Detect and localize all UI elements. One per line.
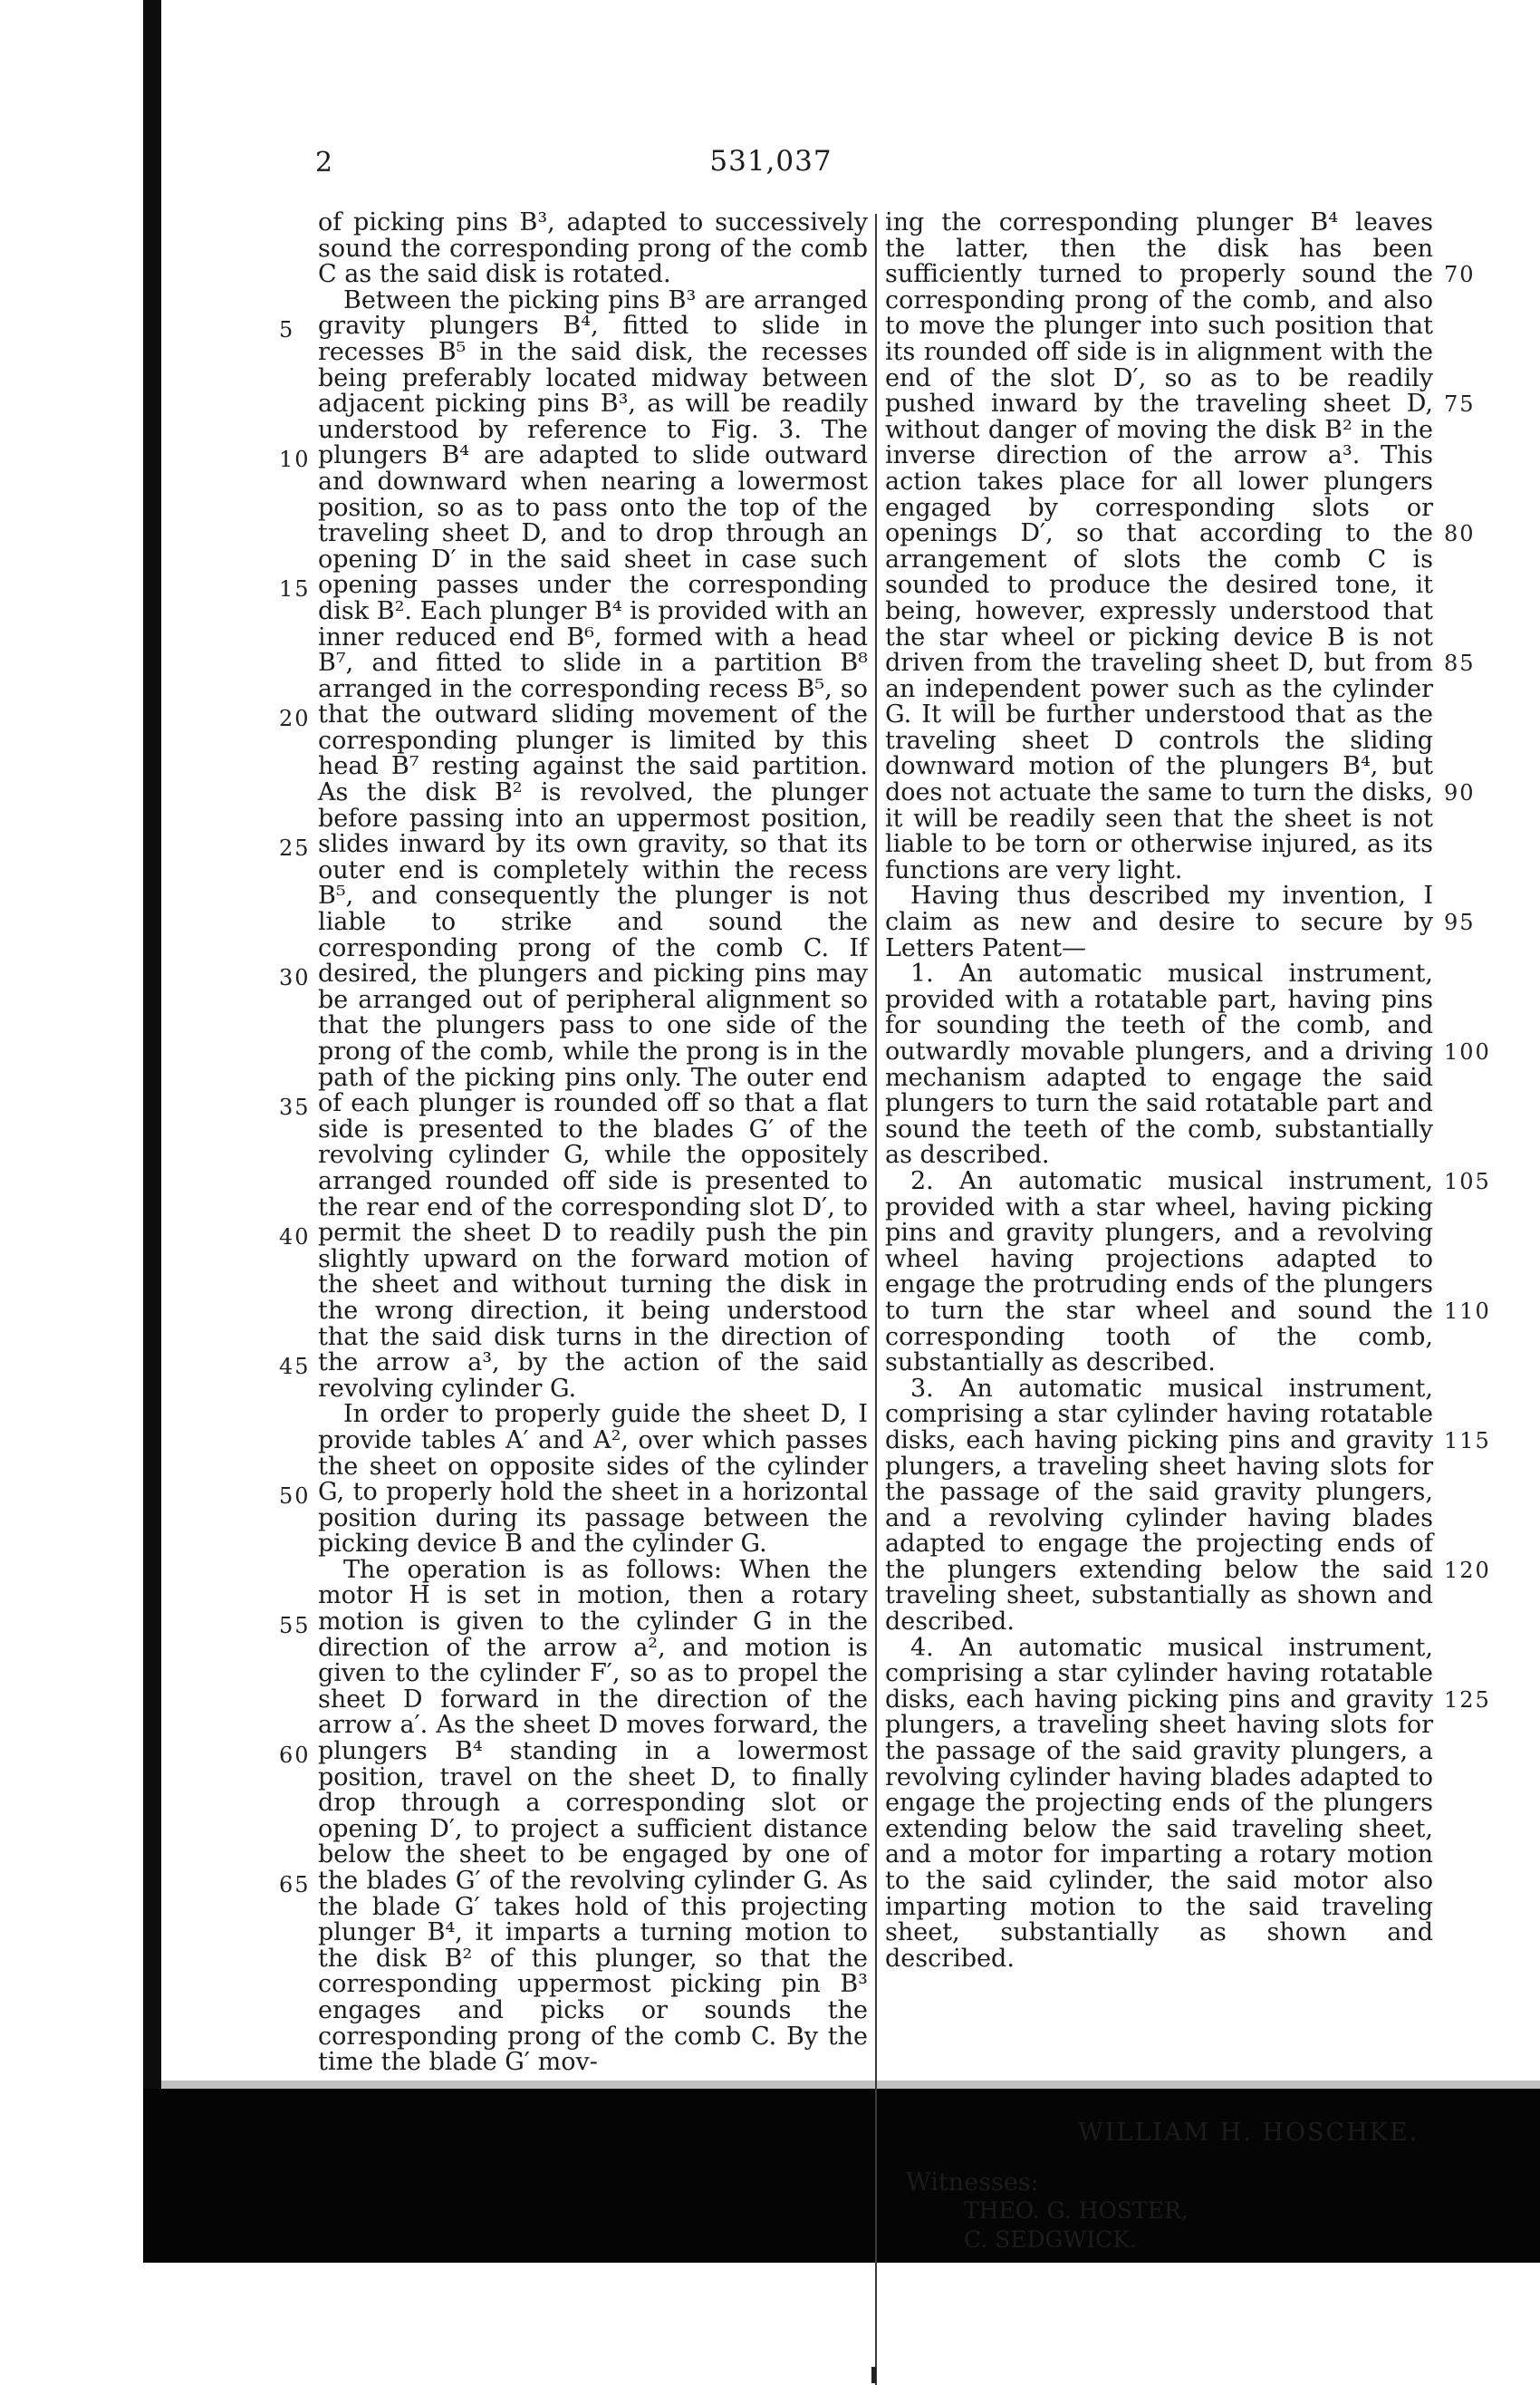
line-number: 55 xyxy=(279,1613,311,1638)
line-number: 45 xyxy=(279,1354,311,1379)
line-number: 120 xyxy=(1444,1558,1491,1583)
line-number: 35 xyxy=(279,1095,311,1120)
inventor-signature: WILLIAM H. HOSCHKE. xyxy=(1078,2119,1420,2147)
line-number: 15 xyxy=(279,576,311,602)
line-number: 100 xyxy=(1444,1039,1491,1065)
paragraph: In order to properly guide the sheet D, I provide tables A′ and A², over which passes the sheet on opposite sides of the cylinder G, to properly hold the sheet in a horizontal position during its passage between the picking device B and the cylinder G. xyxy=(318,1400,868,1559)
line-number: 60 xyxy=(279,1743,311,1768)
line-number: 75 xyxy=(1444,391,1476,417)
paragraph: of picking pins B³, adapted to successively sound the corresponding prong of the comb C as the said disk is rotated. xyxy=(318,208,868,289)
scan-border-left xyxy=(143,0,161,2120)
column-divider xyxy=(875,214,877,2385)
claim: 1. An automatic musical instrument, provided with a rotatable part, having pins for sounding the teeth of the comb, and outwardly movable plungers, and a driving mechanism adapted to engage the said plungers to turn the said rotatable part and sound the teeth of the comb, substantially as described. xyxy=(885,960,1433,1170)
paragraph: Between the picking pins B³ are arranged gravity plungers B⁴, fitted to slide in recesses B⁵ in the said disk, the recesses being preferably located midway between adjacent picking pins B³, as will be readily understood by reference to Fig. 3. The plungers B⁴ are adapted to slide outward and downward when nearing a lowermost position, so as to pass onto the top of the traveling sheet D, and to drop through an opening D′ in the said sheet in case such opening passes under the corresponding disk B². Each plunger B⁴ is provided with an inner reduced end B⁶, formed with a head B⁷, and fitted to slide in a partition B⁸ arranged in the corresponding recess B⁵, so that the outward sliding movement of the corresponding plunger is limited by this head B⁷ resting against the said partition. As the disk B² is revolved, the plunger before passing into an uppermost position, slides inward by its own gravity, so that its outer end is completely within the recess B⁵, and consequently the plunger is not liable to strike and sound the corresponding prong of the comb C. If desired, the plungers and picking pins may be arranged out of peripheral alignment so that the plungers pass to one side of the prong of the comb, while the prong is in the path of the picking pins only. The outer end of each plunger is rounded off so that a flat side is presented to the blades G′ of the revolving cylinder G, while the oppositely arranged rounded off side is presented to the rear end of the corresponding slot D′, to permit the sheet D to readily push the pin slightly upward on the forward motion of the sheet and without turning the disk in the wrong direction, it being understood that the said disk turns in the direction of the arrow a³, by the action of the said revolving cylinder G. xyxy=(318,285,868,1403)
line-number: 125 xyxy=(1444,1687,1491,1713)
line-number: 65 xyxy=(279,1872,311,1897)
line-number: 20 xyxy=(279,706,311,731)
scan-border-bottom xyxy=(143,2089,1540,2263)
witnesses-label: Witnesses: xyxy=(906,2168,1039,2197)
line-number: 80 xyxy=(1444,521,1476,546)
line-number: 10 xyxy=(279,447,311,472)
line-number: 70 xyxy=(1444,262,1476,287)
paragraph: The operation is as follows: When the motor H is set in motion, then a rotary motion is given to the cylinder G in the direction of the arrow a², and motion is given to the cylinder F′, so as to propel the sheet D forward in the direction of the arrow a′. As the sheet D moves forward, the plungers B⁴ standing in a lowermost position, travel on the sheet D, to finally drop through a corresponding slot or opening D′, to project a sufficient distance below the sheet to be engaged by one of the blades G′ of the revolving cylinder G. As the blade G′ takes hold of this projecting plunger B⁴, it imparts a turning motion to the disk B² of this plunger, so that the corresponding uppermost picking pin B³ engages and picks or sounds the corresponding prong of the comb C. By the time the blade G′ mov- xyxy=(318,1555,868,2077)
line-number: 115 xyxy=(1444,1428,1491,1453)
line-number: 30 xyxy=(279,965,311,990)
left-text-column xyxy=(318,210,868,2076)
claim: 2. An automatic musical instrument, provided with a star wheel, having picking pins and gravity plungers, and a revolving wheel having projections adapted to engage the protruding ends of the plungers to turn the star wheel and sound the corresponding tooth of the comb, substantially as described. xyxy=(885,1166,1433,1377)
right-text-column xyxy=(885,210,1433,1972)
scan-margin xyxy=(0,0,11,2263)
paragraph: ing the corresponding plunger B⁴ leaves the latter, then the disk has been sufficiently turned to properly sound the corresponding prong of the comb, and also to move the plunger into such position that its rounded off side is in alignment with the end of the slot D′, so as to be readily pushed inward by the traveling sheet D, without danger of moving the disk B² in the inverse direction of the arrow a³. This action takes place for all lower plungers engaged by corresponding slots or openings D′, so that according to the arrangement of slots the comb C is sounded to produce the desired tone, it being, however, expressly understood that the star wheel or picking device B is not driven from the traveling sheet D, but from an independent power such as the cylinder G. It will be further understood that as the traveling sheet D controls the sliding downward motion of the plungers B⁴, but does not actuate the same to turn the disks, it will be readily seen that the sheet is not liable to be torn or otherwise injured, as its functions are very light. xyxy=(885,208,1433,884)
line-number: 5 xyxy=(279,317,295,343)
divider-end-mark xyxy=(871,2367,876,2383)
claim: 3. An automatic musical instrument, comprising a star cylinder having rotatable disks, each having picking pins and gravity plungers, a traveling sheet having slots for the passage of the said gravity plungers, and a revolving cylinder having blades adapted to engage the projecting ends of the plungers extending below the said traveling sheet, substantially as shown and described. xyxy=(885,1374,1433,1637)
claim: 4. An automatic musical instrument, comprising a star cylinder having rotatable disks, each having picking pins and gravity plungers, a traveling sheet having slots for the passage of the said gravity plungers, a revolving cylinder having blades adapted to engage the projecting ends of the plungers extending below the said traveling sheet, and a motor for imparting a rotary motion to the said cylinder, the said motor also imparting motion to the said traveling sheet, substantially as shown and described. xyxy=(885,1633,1433,1973)
page-number: 2 xyxy=(315,147,333,179)
line-number: 105 xyxy=(1444,1169,1491,1194)
witness-name: C. SEDGWICK. xyxy=(964,2226,1137,2253)
line-number: 50 xyxy=(279,1483,311,1509)
line-number: 95 xyxy=(1444,910,1476,935)
patent-number: 531,037 xyxy=(709,145,833,178)
claim-preamble: Having thus described my invention, I claim as new and desire to secure by Letters Patent— xyxy=(885,882,1433,962)
line-number: 25 xyxy=(279,835,311,861)
line-number: 90 xyxy=(1444,780,1476,806)
line-number: 110 xyxy=(1444,1299,1491,1324)
line-number: 40 xyxy=(279,1224,311,1250)
line-number: 85 xyxy=(1444,651,1476,676)
witness-name: THEO. G. HOSTER, xyxy=(964,2197,1189,2224)
